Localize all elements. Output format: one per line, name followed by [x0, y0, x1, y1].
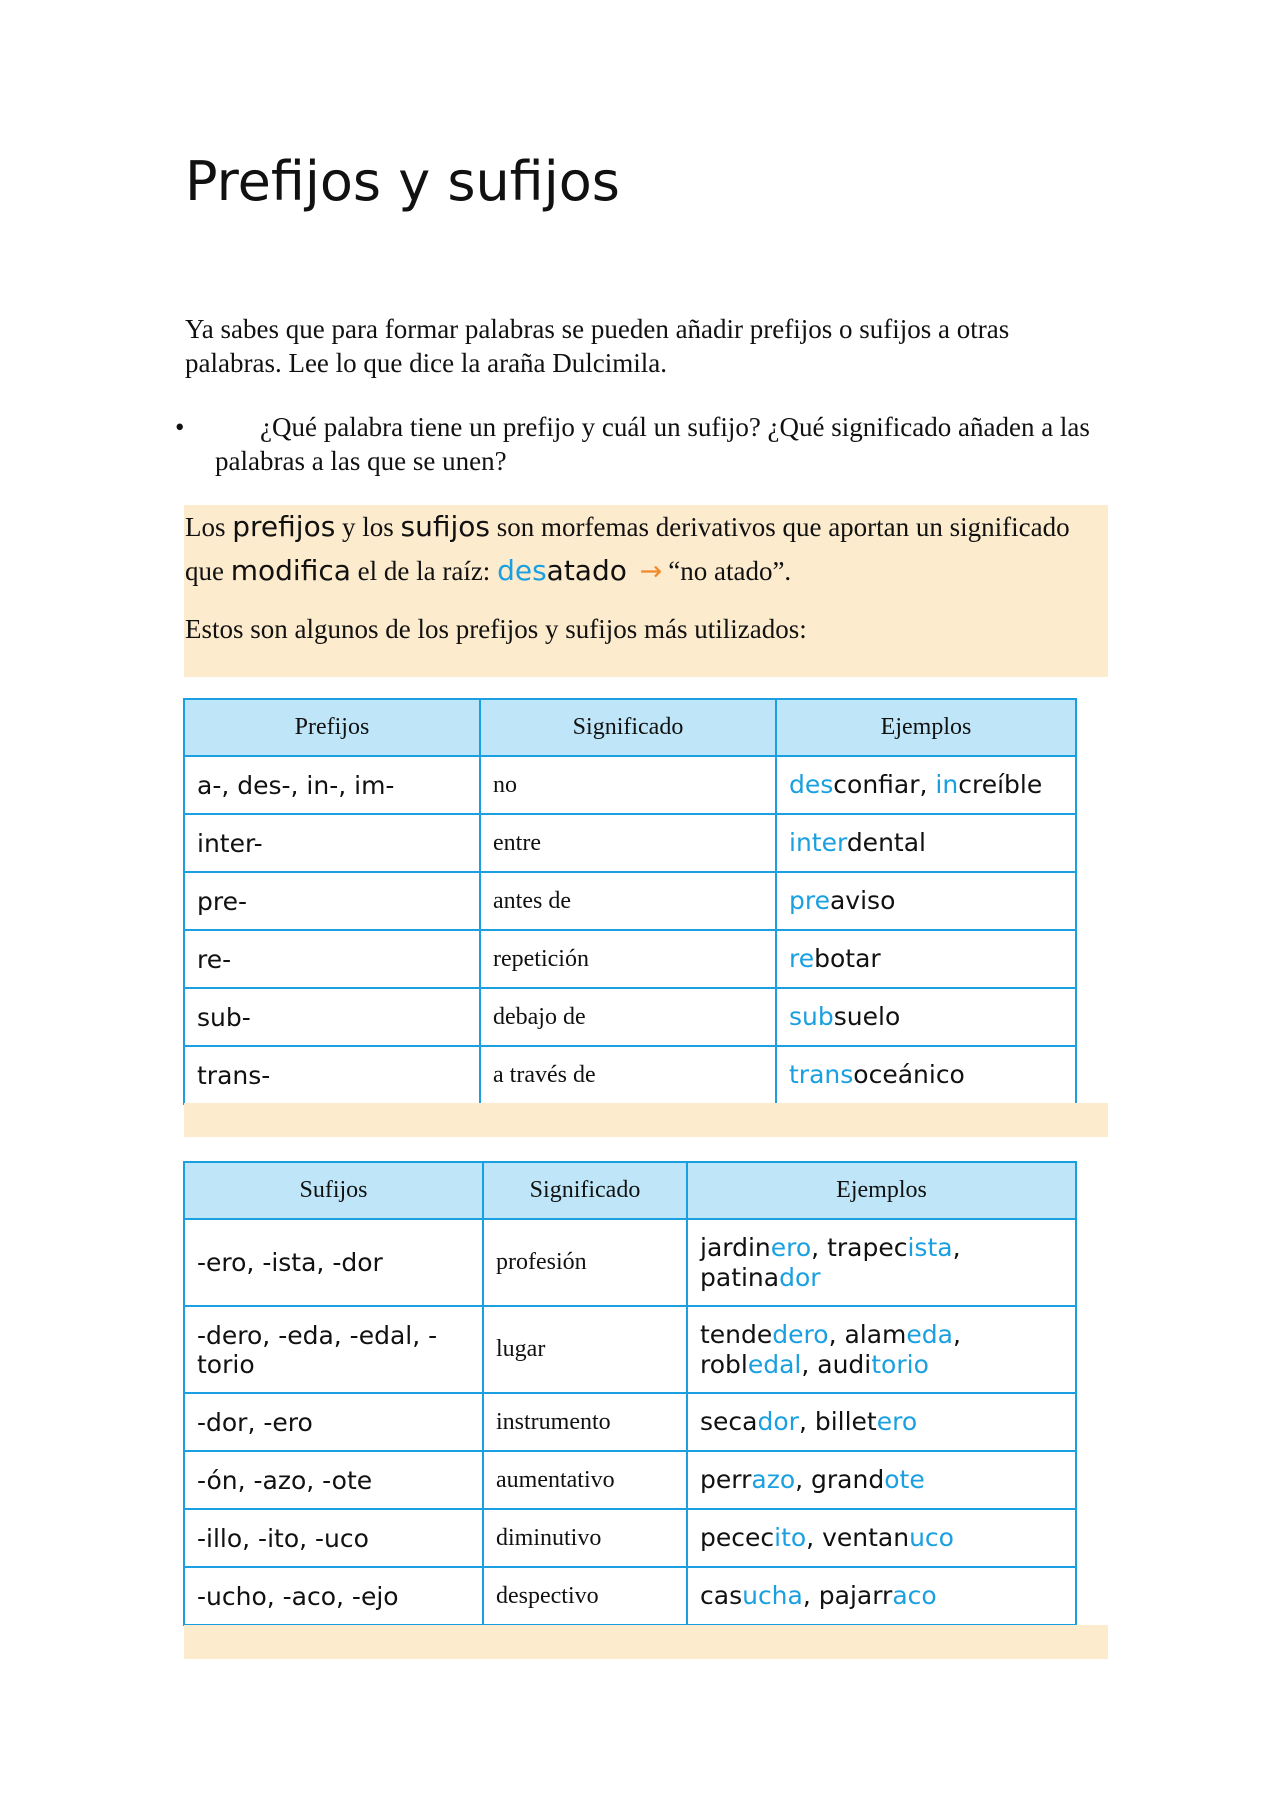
examples-cell [687, 1451, 1076, 1509]
examples-cell [776, 1046, 1076, 1104]
table-row [184, 872, 1076, 930]
info-box-strip [184, 1625, 1108, 1659]
example-stem: suelo [833, 1002, 901, 1031]
example-separator: , [953, 1319, 961, 1349]
example-separator: , [802, 1581, 819, 1610]
example-affix: dor [757, 1407, 799, 1436]
example-affix: dor [779, 1262, 821, 1292]
table-row [184, 1306, 1076, 1393]
examples-cell [776, 930, 1076, 988]
example-separator: , [811, 1232, 828, 1262]
table-row [184, 930, 1076, 988]
meaning-cell: repetición [480, 930, 776, 988]
example-affix: in [935, 770, 959, 799]
example-stem: audi [817, 1349, 872, 1379]
affix-cell: re- [184, 930, 480, 988]
examples-cell [687, 1219, 1076, 1306]
affix-cell: pre- [184, 872, 480, 930]
column-header: Prefijos [184, 699, 480, 756]
example-affix: aco [892, 1581, 937, 1610]
examples-cell [687, 1509, 1076, 1567]
info-text: son morfemas derivativos que aportan un significado que [185, 512, 1070, 586]
affix-cell: -illo, -ito, -uco [184, 1509, 483, 1567]
example-stem: tende [700, 1319, 773, 1349]
example-stem: billet [814, 1407, 877, 1436]
meaning-cell: instrumento [483, 1393, 687, 1451]
table-row [184, 1219, 1076, 1306]
table-row [184, 1393, 1076, 1451]
example-stem: grand [811, 1465, 885, 1494]
question-bullet [175, 410, 1110, 478]
example-separator: , [806, 1523, 823, 1552]
examples-cell [776, 756, 1076, 814]
table-header-row [184, 699, 1076, 756]
column-header: Ejemplos [687, 1162, 1076, 1219]
example-affix: re [789, 944, 815, 973]
example-stem: pecec [700, 1523, 775, 1552]
example-affix: azo [751, 1465, 796, 1494]
example-separator: , [798, 1407, 815, 1436]
meaning-cell: a través de [480, 1046, 776, 1104]
page-title: Prefijos y sufijos [185, 150, 620, 213]
example-prefix: des [497, 554, 547, 587]
example-stem: ventan [822, 1523, 910, 1552]
table-row [184, 756, 1076, 814]
prefix-table [183, 698, 1077, 1105]
example-stem: oceánico [853, 1060, 965, 1089]
example-affix: dero [772, 1319, 829, 1349]
meaning-cell: entre [480, 814, 776, 872]
intro-paragraph: Ya sabes que para formar palabras se pueden añadir prefijos o sufijos a otras palabras. Lee lo que dice la araña Dulcimila. [185, 314, 1010, 378]
example-affix: ero [770, 1232, 812, 1262]
examples-cell [687, 1393, 1076, 1451]
examples-cell [687, 1306, 1076, 1393]
table-row [184, 1509, 1076, 1567]
meaning-cell: debajo de [480, 988, 776, 1046]
column-header: Significado [480, 699, 776, 756]
examples-cell [776, 988, 1076, 1046]
meaning-cell: despectivo [483, 1567, 687, 1625]
affix-cell: inter- [184, 814, 480, 872]
example-stem: aviso [829, 886, 896, 915]
meaning-cell: aumentativo [483, 1451, 687, 1509]
affix-cell: a-, des-, in-, im- [184, 756, 480, 814]
example-affix: trans [789, 1060, 854, 1089]
info-text: y los [335, 512, 401, 542]
example-affix: edal [747, 1349, 802, 1379]
column-header: Sufijos [184, 1162, 483, 1219]
example-stem: dental [846, 828, 926, 857]
affix-cell: -ucho, -aco, -ejo [184, 1567, 483, 1625]
example-stem: robl [700, 1349, 748, 1379]
meaning-cell: no [480, 756, 776, 814]
affix-cell: -ón, -azo, -ote [184, 1451, 483, 1509]
example-stem: alam [844, 1319, 907, 1349]
info-definition [185, 505, 1085, 593]
example-root: atado [546, 554, 627, 587]
example-affix: ote [884, 1465, 925, 1494]
table-row [184, 988, 1076, 1046]
example-affix: des [789, 770, 834, 799]
example-stem: seca [700, 1407, 758, 1436]
example-separator: , [919, 770, 936, 799]
example-stem: cas [700, 1581, 743, 1610]
bullet-dot-icon: • [175, 412, 185, 442]
keyword-sufijos: sufijos [400, 510, 491, 543]
example-separator: , [828, 1319, 845, 1349]
affix-cell: sub- [184, 988, 480, 1046]
example-affix: inter [789, 828, 847, 857]
example-stem: botar [814, 944, 881, 973]
table-row [184, 814, 1076, 872]
affix-cell: -ero, -ista, -dor [184, 1219, 483, 1306]
example-affix: ista [907, 1232, 953, 1262]
examples-cell [687, 1567, 1076, 1625]
example-stem: jardin [700, 1232, 771, 1262]
meaning-cell: diminutivo [483, 1509, 687, 1567]
examples-cell [776, 872, 1076, 930]
example-affix: ero [876, 1407, 918, 1436]
keyword-modifica: modifica [230, 554, 351, 587]
meaning-cell: antes de [480, 872, 776, 930]
column-header: Ejemplos [776, 699, 1076, 756]
example-affix: torio [871, 1349, 929, 1379]
example-meaning: “no atado”. [668, 556, 792, 586]
example-stem: pajarr [818, 1581, 893, 1610]
table-row [184, 1567, 1076, 1625]
table-header-row [184, 1162, 1076, 1219]
meaning-cell: profesión [483, 1219, 687, 1306]
example-separator: , [801, 1349, 818, 1379]
info-box-strip [184, 1103, 1108, 1137]
example-stem: perr [700, 1465, 752, 1494]
info-intro-tables: Estos son algunos de los prefijos y sufijos más utilizados: [185, 614, 807, 644]
arrow-icon: → [639, 556, 663, 587]
example-affix: eda [906, 1319, 953, 1349]
affix-cell: -dor, -ero [184, 1393, 483, 1451]
example-stem: patina [700, 1262, 780, 1292]
example-affix: pre [789, 886, 830, 915]
table-row [184, 1451, 1076, 1509]
info-text: Los [185, 512, 233, 542]
example-separator: , [952, 1232, 961, 1262]
example-affix: sub [789, 1002, 834, 1031]
example-separator: , [795, 1465, 812, 1494]
examples-cell [776, 814, 1076, 872]
example-affix: ito [774, 1523, 807, 1552]
affix-cell: -dero, -eda, -edal, -torio [184, 1306, 483, 1393]
keyword-prefijos: prefijos [232, 510, 336, 543]
suffix-table [183, 1161, 1077, 1626]
column-header: Significado [483, 1162, 687, 1219]
example-stem: creíble [958, 770, 1043, 799]
table-row [184, 1046, 1076, 1104]
example-stem: trapec [827, 1232, 908, 1262]
example-affix: ucha [742, 1581, 803, 1610]
question-text: ¿Qué palabra tiene un prefijo y cuál un sufijo? ¿Qué significado añaden a las palabras a las que se unen? [215, 412, 1090, 476]
meaning-cell: lugar [483, 1306, 687, 1393]
example-stem: confiar [833, 770, 920, 799]
example-affix: uco [909, 1523, 954, 1552]
info-text: el de la raíz: [350, 556, 498, 586]
affix-cell: trans- [184, 1046, 480, 1104]
